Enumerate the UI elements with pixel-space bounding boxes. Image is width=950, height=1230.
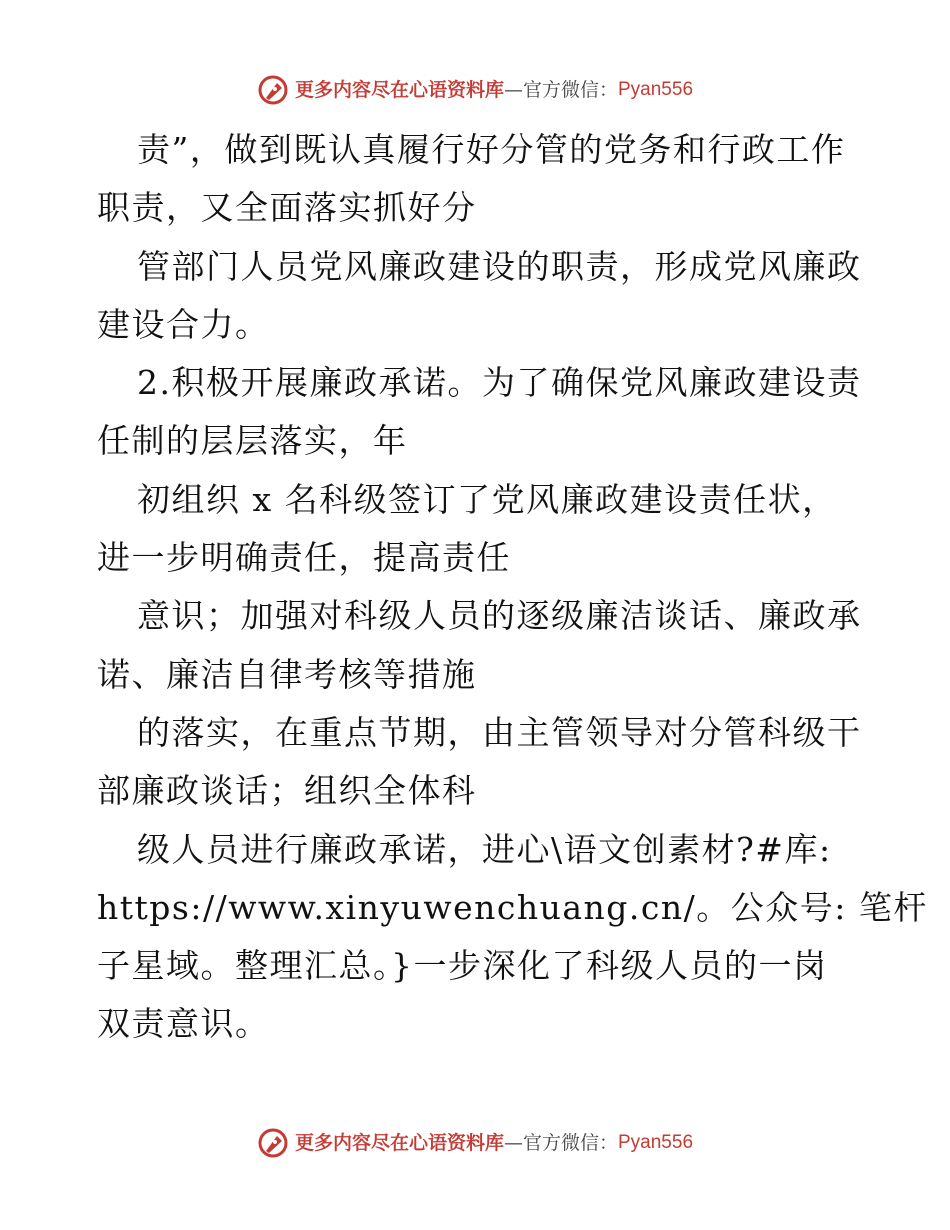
body-line: 2.积极开展廉政承诺。为了确保党风廉政建设责: [137, 363, 862, 403]
body-line: 级人员进行廉政承诺，进心\语文创素材?#库:: [137, 829, 832, 869]
body-line: 意识；加强对科级人员的逐级廉洁谈话、廉政承: [137, 596, 862, 636]
body-line: 进一步明确责任，提高责任: [97, 538, 511, 578]
body-line: 部廉政谈话；组织全体科: [97, 771, 477, 811]
body-line: 任制的层层落实，年: [97, 421, 408, 461]
watermark-main-text: 更多内容尽在心语资料库: [294, 79, 504, 101]
body-line: 诺、廉洁自律考核等措施: [97, 654, 477, 694]
body-line: 的落实，在重点节期，由主管领导对分管科级干: [137, 712, 862, 752]
watermark-wechat-label: 官方微信：: [522, 79, 618, 101]
body-line: 初组织 x 名科级签订了党风廉政建设责任状，: [137, 479, 837, 519]
footer-watermark: [0, 1127, 950, 1159]
watermark-wechat-id: Pyan556: [618, 79, 694, 100]
body-line: 管部门人员党风廉政建设的职责，形成党风廉政: [137, 246, 862, 286]
body-line: 责”，做到既认真履行好分管的党务和行政工作: [137, 130, 846, 169]
watermark-wechat-id: Pyan556: [618, 1132, 694, 1153]
watermark-separator: —: [503, 1132, 523, 1154]
body-line: 建设合力。: [97, 304, 270, 344]
watermark-main-text: 更多内容尽在心语资料库: [294, 1132, 504, 1154]
body-line: 子星域。整理汇总。}一步深化了科级人员的一岗: [97, 946, 828, 986]
pen-nib-logo-icon: [257, 1127, 289, 1159]
pen-nib-logo-icon: [257, 74, 289, 106]
watermark-wechat-label: 官方微信：: [522, 1132, 618, 1154]
body-line-link: https://www.xinyuwenchuang.cn/。公众号: 笔杆: [97, 887, 928, 927]
body-line: 职责，又全面落实抓好分: [97, 188, 477, 228]
watermark-separator: —: [503, 79, 523, 101]
header-watermark: [0, 74, 950, 106]
document-body: [97, 121, 928, 1054]
body-line: 双责意识。: [97, 1004, 270, 1044]
